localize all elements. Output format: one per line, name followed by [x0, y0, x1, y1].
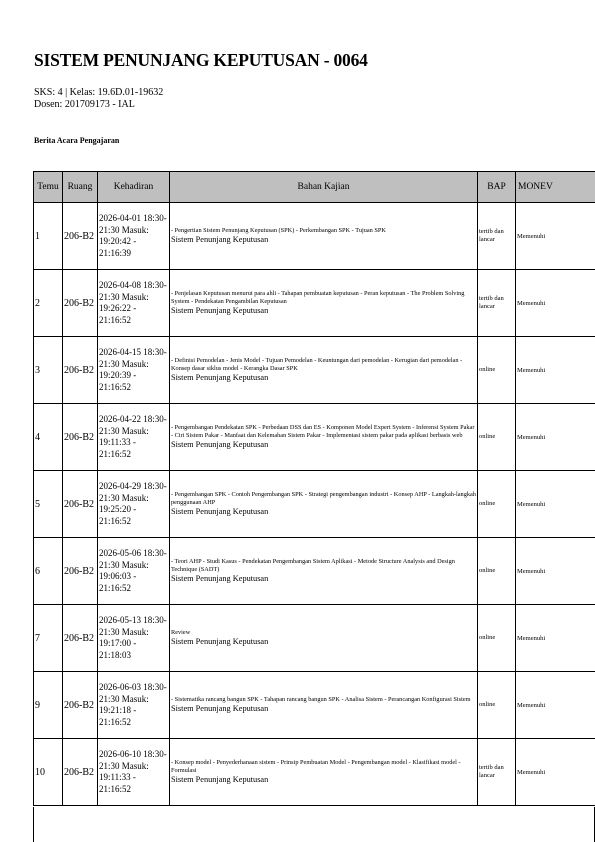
mata-kuliah-text: Sistem Penunjang Keputusan — [171, 574, 269, 583]
ruang-cell: 206-B2 — [63, 270, 98, 337]
mata-kuliah-text: Sistem Penunjang Keputusan — [171, 775, 269, 784]
page-title: SISTEM PENUNJANG KEPUTUSAN - 0064 — [34, 50, 368, 70]
kehadiran-cell: 2026-04-01 18:30-21:30 Masuk: 19:20:42 - 21:16:39 — [98, 203, 170, 270]
kehadiran-cell: 2026-04-29 18:30-21:30 Masuk: 19:25:20 - 21:16:52 — [98, 471, 170, 538]
table-row — [34, 337, 595, 404]
monev-cell: Memenuhi — [516, 471, 595, 538]
temu-cell: 2 — [34, 270, 63, 337]
col-header-kehadiran: Kehadiran — [98, 172, 170, 203]
monev-cell: Memenuhi — [516, 538, 595, 605]
bap-cell: online — [478, 672, 516, 739]
kehadiran-cell: 2026-06-03 18:30-21:30 Masuk: 19:21:18 - 21:16:52 — [98, 672, 170, 739]
table-row — [34, 605, 595, 672]
bahan-kajian-cell — [170, 337, 478, 404]
bap-cell: online — [478, 337, 516, 404]
table-row — [34, 270, 595, 337]
ruang-cell: 206-B2 — [63, 337, 98, 404]
kehadiran-cell: 2026-06-10 18:30-21:30 Masuk: 19:11:33 - 21:16:52 — [98, 739, 170, 806]
bap-cell: tertib dan lancar — [478, 270, 516, 337]
col-header-ruang: Ruang — [63, 172, 98, 203]
temu-cell: 7 — [34, 605, 63, 672]
bap-cell: online — [478, 404, 516, 471]
bap-cell: tertib dan lancar — [478, 203, 516, 270]
kehadiran-cell: 2026-05-13 18:30-21:30 Masuk: 19:17:00 - 21:18:03 — [98, 605, 170, 672]
mata-kuliah-text: Sistem Penunjang Keputusan — [171, 235, 269, 244]
bahan-kajian-cell — [170, 538, 478, 605]
col-header-bahan-kajian: Bahan Kajian — [170, 172, 478, 203]
bahan-kajian-cell — [170, 672, 478, 739]
topik-text: - Pengembangan Pendekatan SPK - Perbedaan DSS dan ES - Komponen Model Expert System - Inferensi System Pakar - Ciri Sistem Pakar - Manfaat dan Kelemahan Sistem Pakar - Implementasi sistem pakar pada aplikasi berbasis web — [171, 424, 475, 439]
section-title: Berita Acara Pengajaran — [34, 136, 120, 145]
ruang-cell: 206-B2 — [63, 538, 98, 605]
table-header-row — [34, 172, 595, 203]
temu-cell: 5 — [34, 471, 63, 538]
table-row — [34, 672, 595, 739]
sks-kelas-info: SKS: 4 | Kelas: 19.6D.01-19632 — [34, 87, 164, 98]
mata-kuliah-text: Sistem Penunjang Keputusan — [171, 507, 269, 516]
topik-text: - Definisi Pemodelan - Jenis Model - Tujuan Pemodelan - Keuntungan dari pemodelan - Kerugian dari pemodelan - Konsep dasar siklus model - Kerangka Dasar SPK — [171, 357, 463, 372]
topik-text: - Sistematika rancang bangun SPK - Tahapan rancang bangun SPK - Analisa Sistem - Perancangan Konfigurasi Sistem — [171, 696, 471, 703]
mata-kuliah-text: Sistem Penunjang Keputusan — [171, 306, 269, 315]
temu-cell: 3 — [34, 337, 63, 404]
monev-cell: Memenuhi — [516, 605, 595, 672]
bap-cell: online — [478, 605, 516, 672]
dosen-info: Dosen: 201709173 - IAL — [34, 99, 135, 110]
temu-cell: 6 — [34, 538, 63, 605]
kehadiran-cell: 2026-04-22 18:30-21:30 Masuk: 19:11:33 - 21:16:52 — [98, 404, 170, 471]
table-row — [34, 404, 595, 471]
topik-text: - Konsep model - Penyederhanaan sistem - Prinsip Pembuatan Model - Pengembangan model - Klasifikasi model - Formulasi — [171, 759, 461, 774]
bahan-kajian-cell — [170, 270, 478, 337]
bap-cell: online — [478, 538, 516, 605]
kehadiran-cell: 2026-05-06 18:30-21:30 Masuk: 19:06:03 - 21:16:52 — [98, 538, 170, 605]
ruang-cell: 206-B2 — [63, 471, 98, 538]
mata-kuliah-text: Sistem Penunjang Keputusan — [171, 440, 269, 449]
table-row — [34, 203, 595, 270]
bahan-kajian-cell — [170, 203, 478, 270]
table-row — [34, 739, 595, 806]
monev-cell: Memenuhi — [516, 203, 595, 270]
bahan-kajian-cell — [170, 605, 478, 672]
ruang-cell: 206-B2 — [63, 739, 98, 806]
monev-cell: Memenuhi — [516, 404, 595, 471]
col-header-monev: MONEV — [516, 172, 595, 203]
monev-cell: Memenuhi — [516, 739, 595, 806]
topik-text: - Pengertian Sistem Penunjang Keputusan (SPK) - Perkembangan SPK - Tujuan SPK — [171, 227, 386, 234]
monev-cell: Memenuhi — [516, 270, 595, 337]
monev-cell: Memenuhi — [516, 672, 595, 739]
table-border-left — [33, 807, 34, 842]
monev-cell: Memenuhi — [516, 337, 595, 404]
topik-text: - Pengembangan SPK - Contoh Pengembangan SPK - Strategi pengembangan industri - Konsep AHP - Langkah-langkah penggunaan AHP — [171, 491, 476, 506]
table-row — [34, 538, 595, 605]
bap-cell: tertib dan lancar — [478, 739, 516, 806]
berita-acara-table — [33, 171, 595, 806]
bap-cell: online — [478, 471, 516, 538]
temu-cell: 10 — [34, 739, 63, 806]
mata-kuliah-text: Sistem Penunjang Keputusan — [171, 637, 269, 646]
topik-text: - Penjelasan Keputusan menurut para ahli - Tahapan pembuatan keputusan - Peran keputusan - The Problem Solving System - Pendekatan Pengambilan Keputusan — [171, 290, 465, 305]
temu-cell: 9 — [34, 672, 63, 739]
kehadiran-cell: 2026-04-15 18:30-21:30 Masuk: 19:20:39 - 21:16:52 — [98, 337, 170, 404]
ruang-cell: 206-B2 — [63, 672, 98, 739]
bahan-kajian-cell — [170, 739, 478, 806]
mata-kuliah-text: Sistem Penunjang Keputusan — [171, 373, 269, 382]
col-header-temu: Temu — [34, 172, 63, 203]
table-row — [34, 471, 595, 538]
temu-cell: 4 — [34, 404, 63, 471]
bahan-kajian-cell — [170, 471, 478, 538]
ruang-cell: 206-B2 — [63, 605, 98, 672]
ruang-cell: 206-B2 — [63, 203, 98, 270]
mata-kuliah-text: Sistem Penunjang Keputusan — [171, 704, 269, 713]
topik-text: Review — [171, 629, 191, 636]
col-header-bap: BAP — [478, 172, 516, 203]
kehadiran-cell: 2026-04-08 18:30-21:30 Masuk: 19:26:22 - 21:16:52 — [98, 270, 170, 337]
temu-cell: 1 — [34, 203, 63, 270]
ruang-cell: 206-B2 — [63, 404, 98, 471]
bahan-kajian-cell — [170, 404, 478, 471]
topik-text: - Teori AHP - Studi Kasus - Pendekatan Pengembangan Sistem Aplikasi - Metode Structure Analysis and Design Technique (SADT) — [171, 558, 455, 573]
